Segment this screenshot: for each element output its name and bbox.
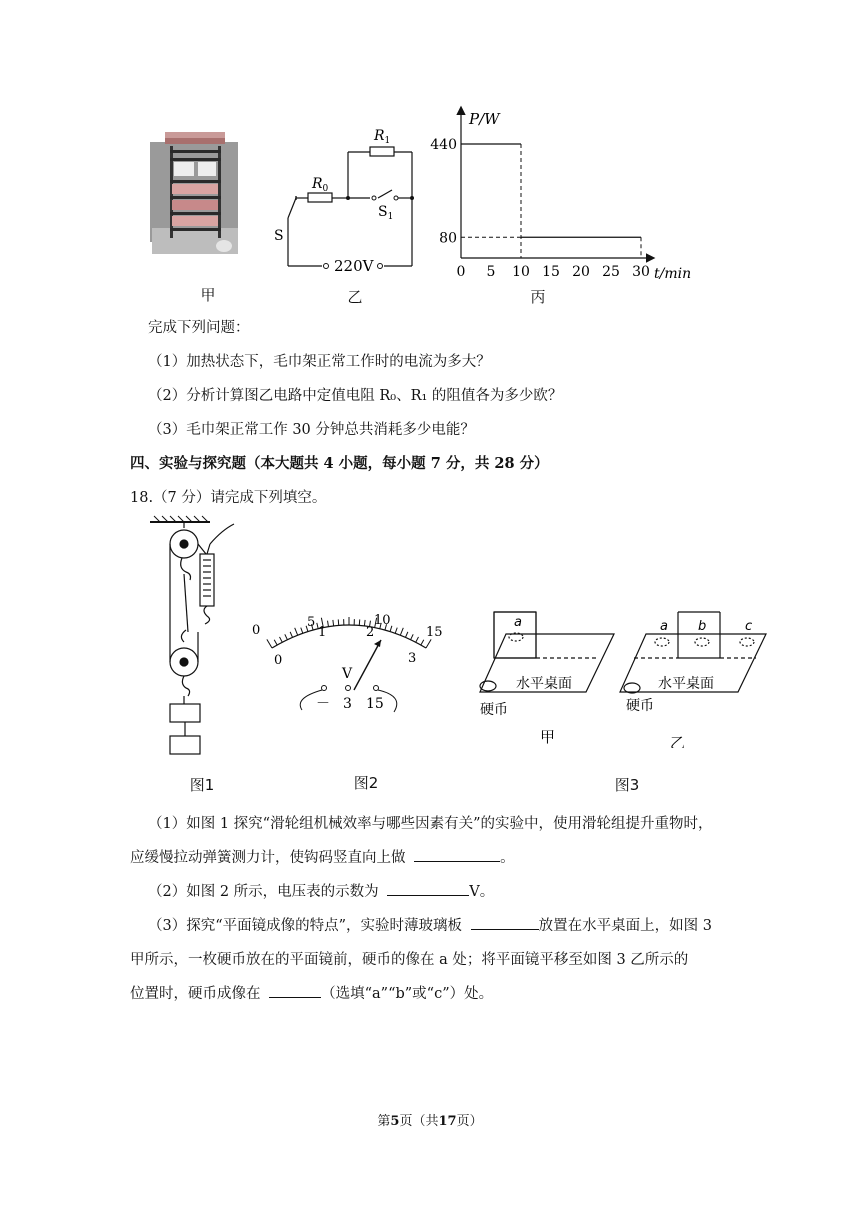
vm-tick bbox=[274, 640, 277, 645]
fig3-yi-c: c bbox=[745, 619, 753, 634]
fig1-caption: 图1 bbox=[189, 776, 215, 794]
fig3-yi-caption: 乙 bbox=[670, 734, 686, 748]
x-tick-label: 10 bbox=[512, 264, 530, 280]
plane-mirror-figure bbox=[474, 608, 774, 748]
y-tick-label: 440 bbox=[430, 137, 457, 153]
footer-mid: 页（共 bbox=[399, 1114, 439, 1129]
vm-tick bbox=[426, 639, 431, 648]
vm-tick bbox=[411, 634, 414, 639]
footer-suffix: 页） bbox=[456, 1114, 483, 1129]
q18-p3-line2: 甲所示，一枚硬币放在的平面镜前，硬币的像在 a 处；将平面镜平移至如图 3 乙所示的 bbox=[130, 952, 689, 968]
vm-tick bbox=[290, 632, 292, 637]
x-tick-label: 20 bbox=[572, 264, 590, 280]
x-tick-label: 25 bbox=[602, 264, 620, 280]
q18-p3-line1b: 放置在水平桌面上，如图 3 bbox=[538, 918, 713, 934]
q18-p2a: （2）如图 2 所示，电压表的示数为 bbox=[148, 884, 379, 900]
x-tick-label: 15 bbox=[542, 264, 560, 280]
fig3-jia-coin: 硬币 bbox=[480, 702, 508, 718]
answer-blank-2[interactable] bbox=[387, 881, 469, 896]
vm-tick bbox=[328, 621, 329, 627]
vm-tick bbox=[405, 632, 407, 637]
answer-blank-1[interactable] bbox=[414, 847, 500, 862]
x-axis-label: t/min bbox=[654, 266, 692, 282]
vm-tick bbox=[280, 637, 283, 642]
vm-bot-2: 2 bbox=[366, 625, 375, 640]
caption-yi: 乙 bbox=[347, 288, 363, 306]
source-label: 220V bbox=[334, 257, 374, 275]
x-tick-label: 0 bbox=[456, 264, 466, 280]
switch-s-label: S bbox=[274, 228, 284, 244]
vm-tick bbox=[421, 640, 424, 645]
r0-label: $R_0$ bbox=[312, 176, 329, 194]
q18-p3-line3 bbox=[130, 982, 493, 1003]
power-time-graph bbox=[425, 100, 705, 282]
vm-terminal-3: 3 bbox=[343, 696, 352, 712]
fig3-yi-table: 水平桌面 bbox=[658, 676, 714, 692]
q18-p3-line3b: （选填“a”“b”或“c”）处。 bbox=[321, 986, 494, 1002]
answer-blank-3[interactable] bbox=[471, 915, 539, 930]
q18-p3-line1 bbox=[148, 914, 712, 935]
fig3-jia-caption: 甲 bbox=[540, 728, 556, 746]
y-axis-label: P/W bbox=[469, 110, 500, 128]
vm-pointer bbox=[354, 640, 381, 690]
fig3-jia-a: a bbox=[514, 615, 522, 630]
page-footer bbox=[0, 1110, 860, 1129]
switch-s1-label: $S_1$ bbox=[378, 204, 394, 222]
vm-bot-1: 1 bbox=[318, 625, 327, 640]
vm-tick bbox=[285, 634, 288, 639]
caption-jia: 甲 bbox=[200, 286, 216, 304]
vm-terminal-15: 15 bbox=[366, 696, 384, 712]
vm-tick bbox=[364, 620, 365, 626]
vm-top-10: 10 bbox=[374, 613, 391, 628]
answer-blank-4[interactable] bbox=[269, 983, 321, 998]
vm-top-0: 0 bbox=[252, 623, 261, 638]
pulley-system-figure bbox=[148, 514, 244, 760]
vm-bot-0: 0 bbox=[274, 653, 283, 668]
q18-p3-line3a: 位置时，硬币成像在 bbox=[130, 986, 261, 1002]
vm-unit: V bbox=[342, 666, 353, 682]
caption-bing: 丙 bbox=[530, 288, 546, 306]
fig3-yi-coin: 硬币 bbox=[626, 698, 654, 714]
vm-tick bbox=[333, 620, 334, 626]
voltmeter-figure bbox=[244, 606, 454, 726]
footer-page-num: 5 bbox=[390, 1114, 400, 1129]
fig3-yi-a: a bbox=[660, 619, 668, 634]
q18-p1-line2b: 。 bbox=[500, 850, 515, 866]
footer-prefix: 第 bbox=[377, 1114, 391, 1129]
vm-terminal-neg: － bbox=[316, 696, 330, 712]
x-tick-label: 5 bbox=[486, 264, 496, 280]
fig3-jia-table: 水平桌面 bbox=[516, 676, 572, 692]
y-tick-label: 80 bbox=[439, 230, 457, 247]
section-heading: 四、实验与探究题（本大题共 4 小题，每小题 7 分，共 28 分） bbox=[130, 455, 549, 472]
vm-tick bbox=[395, 628, 397, 634]
q18-p1-line2a: 应缓慢拉动弹簧测力计，使钩码竖直向上做 bbox=[130, 850, 406, 866]
q18-stem: 18.（7 分）请完成下列填空。 bbox=[130, 490, 327, 506]
r1-label: $R_1$ bbox=[374, 128, 391, 146]
vm-tick bbox=[301, 628, 303, 634]
vm-top-15: 15 bbox=[426, 625, 443, 640]
fig2-caption: 图2 bbox=[353, 774, 379, 792]
q18-p2b: V。 bbox=[469, 884, 495, 900]
vm-bot-3: 3 bbox=[408, 651, 417, 666]
q18-p1-line1: （1）如图 1 探究“滑轮组机械效率与哪些因素有关”的实验中，使用滑轮组提升重物时， bbox=[148, 816, 713, 832]
footer-page-total: 17 bbox=[438, 1114, 457, 1129]
x-tick-label: 30 bbox=[632, 264, 650, 280]
fig3-caption: 图3 bbox=[614, 776, 640, 794]
fig3-yi-b: b bbox=[698, 619, 707, 634]
q18-p3-line1a: （3）探究“平面镜成像的特点”，实验时薄玻璃板 bbox=[148, 918, 463, 934]
vm-tick bbox=[400, 628, 403, 635]
vm-tick bbox=[416, 637, 419, 642]
towel-rack-photo bbox=[150, 128, 240, 260]
q17-item-3: （3）毛巾架正常工作 30 分钟总共消耗多少电能？ bbox=[148, 422, 475, 438]
q18-p2 bbox=[148, 880, 494, 901]
vm-tick bbox=[295, 628, 298, 635]
q18-p1-line2 bbox=[130, 846, 515, 867]
vm-tick bbox=[267, 639, 272, 648]
vm-top-5: 5 bbox=[307, 615, 316, 630]
circuit-diagram bbox=[268, 120, 428, 280]
q17-intro: 完成下列问题： bbox=[148, 320, 250, 336]
q17-item-1: （1）加热状态下，毛巾架正常工作时的电流为多大？ bbox=[148, 354, 491, 370]
q17-item-2: （2）分析计算图乙电路中定值电阻 R₀、R₁ 的阻值各为多少欧？ bbox=[148, 388, 563, 404]
